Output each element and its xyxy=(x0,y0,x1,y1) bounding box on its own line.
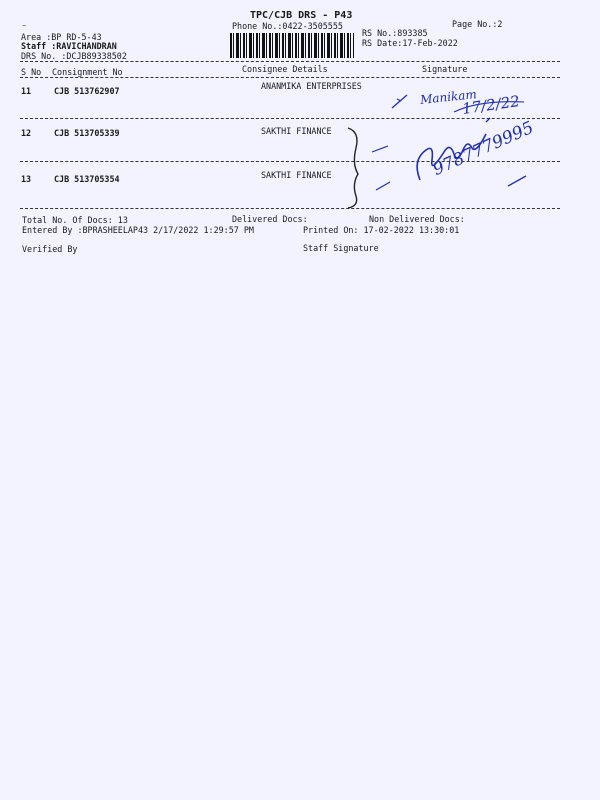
row-consignee: SAKTHI FINANCE xyxy=(261,126,332,136)
total-docs: Total No. Of Docs: 13 xyxy=(22,215,128,225)
delivered-docs: Delivered Docs: xyxy=(232,214,308,224)
rs-number: RS No.:893385 xyxy=(362,28,428,38)
column-consignee: Consignee Details xyxy=(242,64,328,74)
staff-label: Staff :RAVICHANDRAN xyxy=(21,41,117,51)
row-consignment: CJB 513762907 xyxy=(54,86,120,96)
verified-by: Verified By xyxy=(22,244,78,254)
staff-signature: Staff Signature xyxy=(303,243,379,253)
row-sno: 12 xyxy=(21,128,32,138)
row-consignee: SAKTHI FINANCE xyxy=(261,170,332,180)
column-sno: S No xyxy=(21,67,42,77)
non-delivered-docs: Non Delivered Docs: xyxy=(369,214,465,224)
column-signature: Signature xyxy=(422,64,468,74)
row-consignee: ANANMIKA ENTERPRISES xyxy=(261,81,362,91)
row-sno: 11 xyxy=(21,86,32,96)
handwritten-date: 17/2/22 xyxy=(461,92,521,118)
column-consignment: Consignment No xyxy=(52,67,123,77)
handwritten-signature xyxy=(0,0,600,230)
row-consignment: CJB 513705339 xyxy=(54,128,120,138)
drs-number: DRS No. :DCJB89338502 xyxy=(21,51,127,61)
handwritten-name: Manikam xyxy=(419,87,478,107)
area-label: Area :BP RD-5-43 xyxy=(21,32,102,42)
corner-mark: ~ xyxy=(22,22,27,30)
page-number: Page No.:2 xyxy=(452,19,503,29)
document-title: TPC/CJB DRS - P43 xyxy=(250,10,353,21)
row-sno: 13 xyxy=(21,174,32,184)
phone-number: Phone No.:0422-3505555 xyxy=(232,21,343,31)
entered-by: Entered By :BPRASHEELAP43 2/17/2022 1:29:57 PM xyxy=(22,225,254,235)
row-consignment: CJB 513705354 xyxy=(54,174,120,184)
rs-date: RS Date:17-Feb-2022 xyxy=(362,38,458,48)
handwritten-phone: 9787779995 xyxy=(429,117,537,180)
printed-on: Printed On: 17-02-2022 13:30:01 xyxy=(303,225,460,235)
